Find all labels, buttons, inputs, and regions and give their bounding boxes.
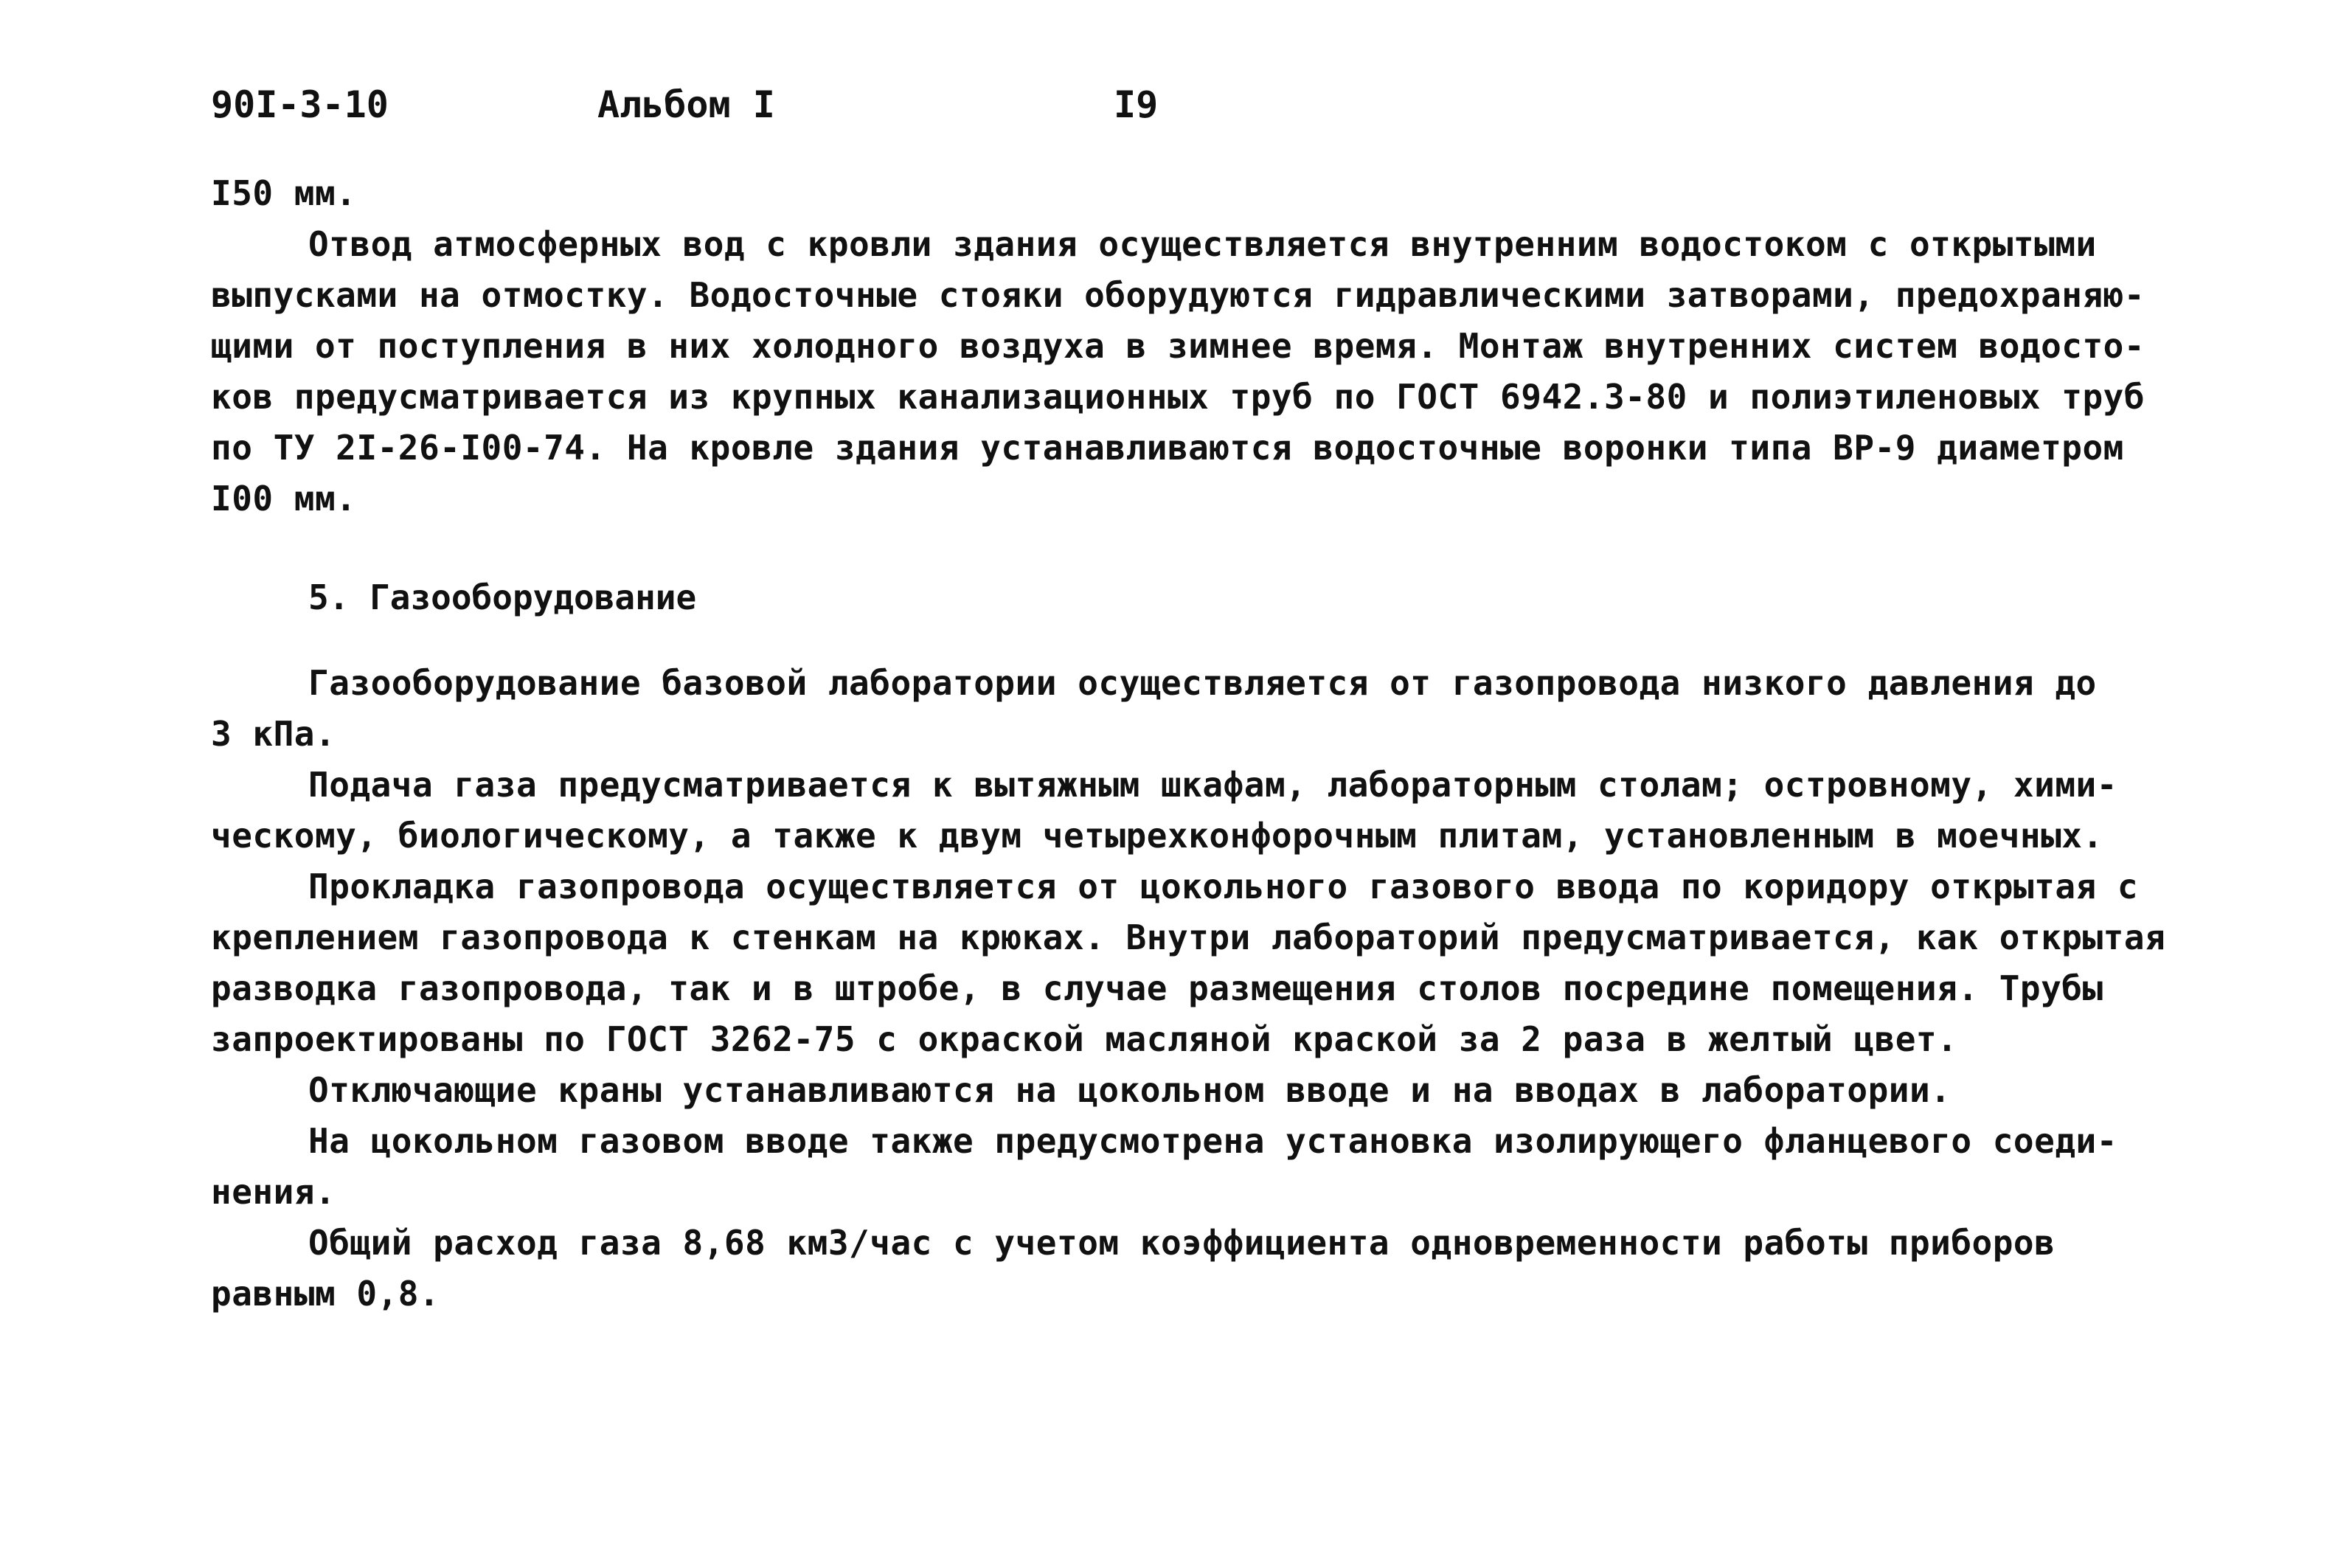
text-line: по ТУ 2I-26-I00-74. На кровле здания устанавливаются водосточные воронки типа ВР-9 диаметром <box>211 428 2124 468</box>
text-line: 3 кПа. <box>211 714 336 754</box>
page-number: I9 <box>1114 83 1159 126</box>
text-line: креплением газопровода к стенкам на крюках. Внутри лабораторий предусматривается, как открытая <box>211 917 2166 957</box>
text-line: Отключающие краны устанавливаются на цокольном вводе и на вводах в лаборатории. <box>308 1070 1952 1110</box>
text-line: равным 0,8. <box>211 1274 440 1314</box>
text-line: щими от поступления в них холодного воздуха в зимнее время. Монтаж внутренних систем водосто- <box>211 326 2145 366</box>
text-line: ков предусматривается из крупных канализационных труб по ГОСТ 6942.3-80 и полиэтиленовых труб <box>211 377 2145 417</box>
text-line: I00 мм. <box>211 479 357 518</box>
text-line: разводка газопровода, так и в штробе, в случае размещения столов посредине помещения. Трубы <box>211 968 2103 1008</box>
document-code: 90I-3-10 <box>211 83 389 126</box>
text-line: Прокладка газопровода осуществляется от цокольного газового ввода по коридору открытая с <box>308 867 2139 906</box>
section-heading: 5. Газооборудование <box>308 577 697 617</box>
text-line: I50 мм. <box>211 173 357 213</box>
text-line: выпусками на отмостку. Водосточные стояки оборудуются гидравлическими затворами, предохраняю- <box>211 275 2145 315</box>
text-line: Отвод атмосферных вод с кровли здания осуществляется внутренним водостоком с открытыми <box>308 224 2097 264</box>
text-line: Подача газа предусматривается к вытяжным шкафам, лабораторным столам; островному, хими- <box>308 765 2117 805</box>
text-line: запроектированы по ГОСТ 3262-75 с окраской масляной краской за 2 раза в желтый цвет. <box>211 1019 1958 1059</box>
album-label: Альбом I <box>597 83 775 126</box>
text-line: нения. <box>211 1172 336 1212</box>
text-line: На цокольном газовом вводе также предусмотрена установка изолирующего фланцевого соеди- <box>308 1121 2117 1161</box>
text-line: ческому, биологическому, а также к двум четырехконфорочным плитам, установленным в моечных. <box>211 816 2103 856</box>
text-line: Общий расход газа 8,68 км3/час с учетом коэффициента одновременности работы приборов <box>308 1223 2056 1263</box>
text-line: Газооборудование базовой лаборатории осуществляется от газопровода низкого давления до <box>308 663 2097 703</box>
